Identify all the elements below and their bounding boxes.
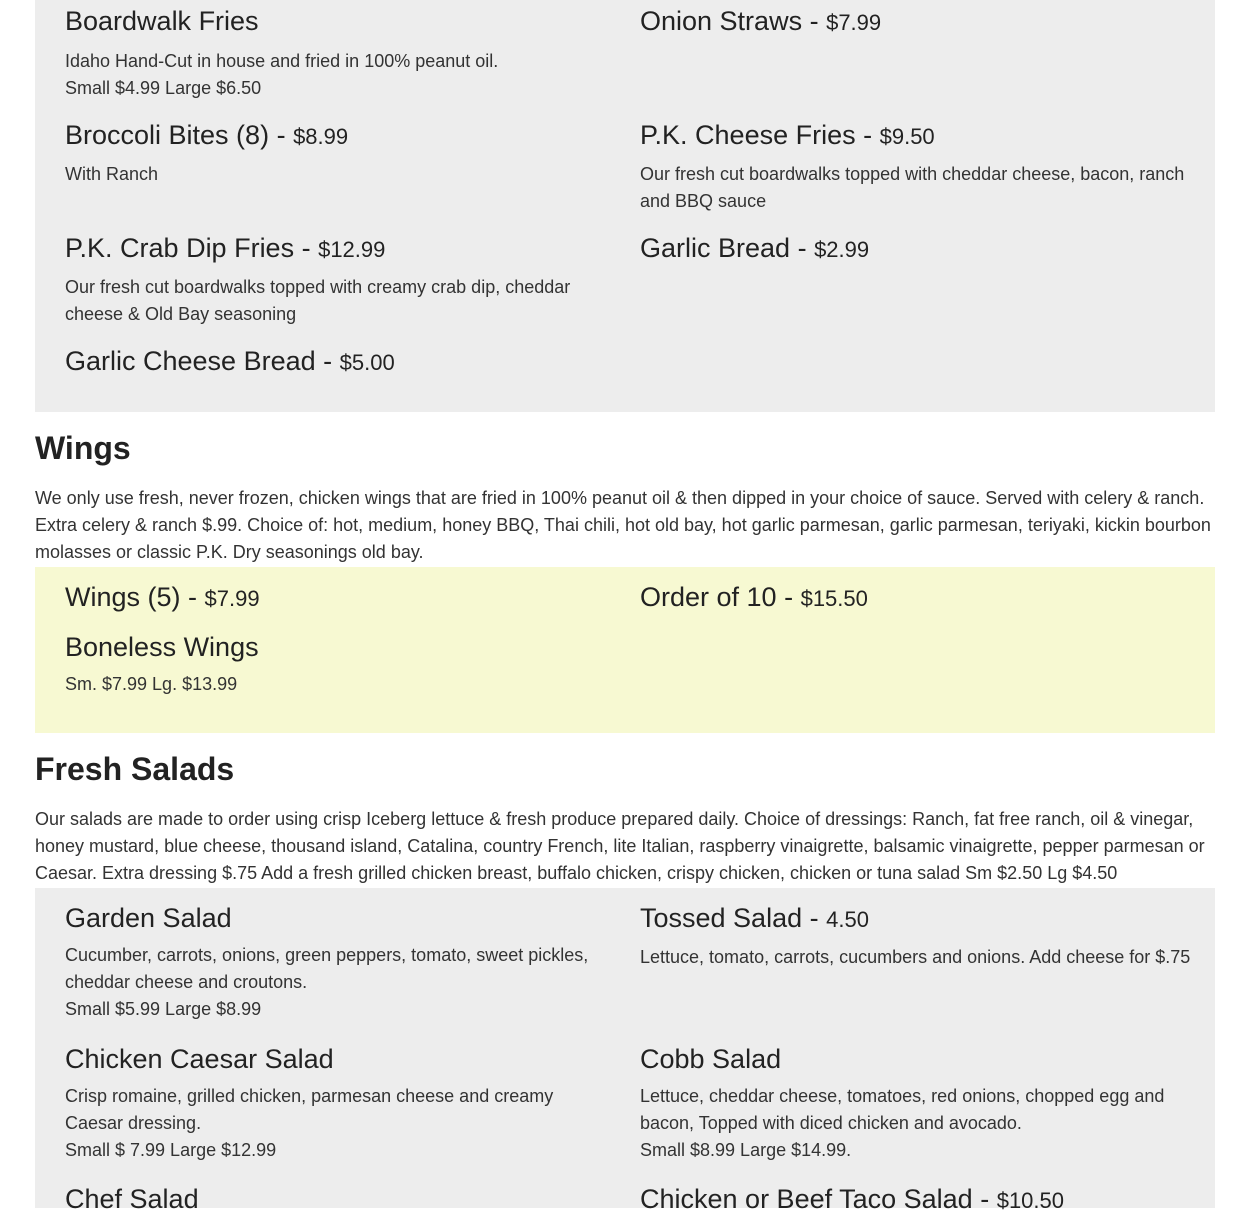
menu-item-order-of-10 bbox=[640, 581, 1200, 615]
item-title: P.K. Cheese Fries bbox=[640, 120, 856, 150]
menu-item-pk-cheese-fries bbox=[640, 119, 1200, 215]
item-name bbox=[65, 119, 595, 153]
item-description bbox=[65, 161, 595, 188]
item-name bbox=[640, 119, 1200, 153]
item-title: Broccoli Bites (8) bbox=[65, 120, 270, 150]
item-name bbox=[640, 902, 1200, 936]
section-intro-wings: We only use fresh, never frozen, chicken wings that are fried in 100% peanut oil & then dipped in your choice of sauce. Served with celery & ranch. Extra celery & ranch $.99. Choice of: hot, medium, honey BBQ, Thai chili, hot old bay, hot garlic parmesan, garlic parmesan, teriyaki, kickin bourbon molasses or classic P.K. Dry seasonings old bay. bbox=[35, 488, 1211, 562]
menu-item-taco-salad bbox=[640, 1183, 1200, 1217]
item-desc-line: Idaho Hand-Cut in house and fried in 100% peanut oil. bbox=[65, 51, 499, 71]
menu-item-boneless-wings bbox=[65, 631, 595, 698]
wings-panel bbox=[35, 567, 1215, 733]
section-title-salads: Fresh Salads bbox=[35, 751, 235, 787]
item-separator: - bbox=[802, 903, 827, 933]
item-desc-line: Crisp romaine, grilled chicken, parmesan cheese and creamy Caesar dressing. bbox=[65, 1086, 554, 1133]
item-title: Order of 10 bbox=[640, 582, 777, 612]
item-name bbox=[65, 232, 595, 266]
menu-item-boardwalk-fries bbox=[65, 5, 595, 102]
item-name bbox=[640, 581, 1200, 615]
item-name bbox=[65, 5, 595, 37]
menu-item-garlic-cheese-bread bbox=[65, 345, 595, 379]
item-title: P.K. Crab Dip Fries bbox=[65, 233, 295, 263]
item-price: $7.99 bbox=[826, 10, 882, 35]
item-separator: - bbox=[180, 582, 205, 612]
menu-item-tossed-salad bbox=[640, 902, 1200, 971]
item-separator: - bbox=[294, 233, 319, 263]
item-name bbox=[65, 581, 595, 615]
item-description bbox=[65, 1083, 595, 1164]
item-desc-line: With Ranch bbox=[65, 164, 159, 184]
menu-item-chicken-caesar-salad bbox=[65, 1043, 595, 1164]
item-name bbox=[640, 1183, 1200, 1217]
item-title: Boardwalk Fries bbox=[65, 6, 259, 36]
item-price: $10.50 bbox=[996, 1188, 1064, 1213]
item-title: Cobb Salad bbox=[640, 1044, 782, 1074]
menu-item-wings-5 bbox=[65, 581, 595, 615]
item-title: Boneless Wings bbox=[65, 632, 259, 662]
item-separator: - bbox=[972, 1184, 997, 1214]
item-title: Garlic Bread bbox=[640, 233, 791, 263]
item-desc-line: Lettuce, tomato, carrots, cucumbers and onions. Add cheese for $.75 bbox=[640, 947, 1191, 967]
item-separator: - bbox=[790, 233, 815, 263]
item-price-line: Sm. $7.99 Lg. $13.99 bbox=[65, 674, 238, 694]
item-description bbox=[65, 48, 595, 102]
item-price: $15.50 bbox=[800, 586, 868, 611]
item-description bbox=[640, 944, 1200, 971]
item-title: Chef Salad bbox=[65, 1184, 199, 1214]
menu-item-garden-salad bbox=[65, 902, 595, 1023]
item-description bbox=[65, 274, 595, 328]
item-separator: - bbox=[269, 120, 294, 150]
item-price: 4.50 bbox=[826, 907, 869, 932]
item-price: $7.99 bbox=[204, 586, 260, 611]
menu-item-chef-salad bbox=[65, 1183, 595, 1215]
item-desc-line: Cucumber, carrots, onions, green peppers, tomato, sweet pickles, cheddar cheese and croutons. bbox=[65, 945, 589, 992]
item-name bbox=[65, 902, 595, 934]
item-separator: - bbox=[776, 582, 801, 612]
item-price: $5.00 bbox=[339, 350, 395, 375]
item-separator: - bbox=[315, 346, 340, 376]
item-name bbox=[65, 631, 595, 663]
item-price-line: Small $8.99 Large $14.99. bbox=[640, 1140, 852, 1160]
item-title: Wings (5) bbox=[65, 582, 181, 612]
menu-item-onion-straws bbox=[640, 5, 1200, 39]
appetizers-panel bbox=[35, 0, 1215, 412]
item-price: $9.50 bbox=[879, 124, 935, 149]
item-description bbox=[640, 161, 1200, 215]
item-separator: - bbox=[855, 120, 880, 150]
menu-item-garlic-bread bbox=[640, 232, 1200, 266]
item-description bbox=[65, 942, 595, 1023]
section-intro-salads: Our salads are made to order using crisp Iceberg lettuce & fresh produce prepared daily. Choice of dressings: Ranch, fat free ranch, oil & vinegar, honey mustard, blue cheese, thousand island, Catalina, country French, lite Italian, raspberry vinaigrette, balsamic vinaigrette, pepper parmesan or Caesar. Extra dressing $.75 Add a fresh grilled chicken breast, buffalo chicken, crispy chicken, chicken or tuna salad Sm $2.50 Lg $4.50 bbox=[35, 809, 1205, 883]
item-name bbox=[640, 5, 1200, 39]
salads-panel bbox=[35, 888, 1215, 1214]
section-title-wings: Wings bbox=[35, 430, 131, 466]
item-title: Chicken Caesar Salad bbox=[65, 1044, 334, 1074]
item-title: Tossed Salad bbox=[640, 903, 803, 933]
item-name bbox=[65, 1043, 595, 1075]
item-price-line: Small $4.99 Large $6.50 bbox=[65, 78, 262, 98]
item-name bbox=[65, 1183, 595, 1215]
item-price-line: Small $5.99 Large $8.99 bbox=[65, 999, 262, 1019]
item-description bbox=[640, 1083, 1200, 1164]
item-title: Garden Salad bbox=[65, 903, 232, 933]
item-price: $8.99 bbox=[293, 124, 349, 149]
item-price: $2.99 bbox=[814, 237, 870, 262]
item-desc-line: Our fresh cut boardwalks topped with creamy crab dip, cheddar cheese & Old Bay seasoning bbox=[65, 277, 571, 324]
item-separator: - bbox=[802, 6, 827, 36]
item-name bbox=[640, 1043, 1200, 1075]
item-desc-line: Our fresh cut boardwalks topped with cheddar cheese, bacon, ranch and BBQ sauce bbox=[640, 164, 1185, 211]
item-name bbox=[65, 345, 595, 379]
item-desc-line: Lettuce, cheddar cheese, tomatoes, red onions, chopped egg and bacon, Topped with diced chicken and avocado. bbox=[640, 1086, 1165, 1133]
item-name bbox=[640, 232, 1200, 266]
menu-item-broccoli-bites bbox=[65, 119, 595, 188]
item-price: $12.99 bbox=[318, 237, 386, 262]
menu-item-pk-crab-dip-fries bbox=[65, 232, 595, 328]
item-title: Onion Straws bbox=[640, 6, 803, 36]
item-description bbox=[65, 671, 595, 698]
menu-item-cobb-salad bbox=[640, 1043, 1200, 1164]
item-title: Chicken or Beef Taco Salad bbox=[640, 1184, 973, 1214]
item-title: Garlic Cheese Bread bbox=[65, 346, 316, 376]
item-price-line: Small $ 7.99 Large $12.99 bbox=[65, 1140, 277, 1160]
